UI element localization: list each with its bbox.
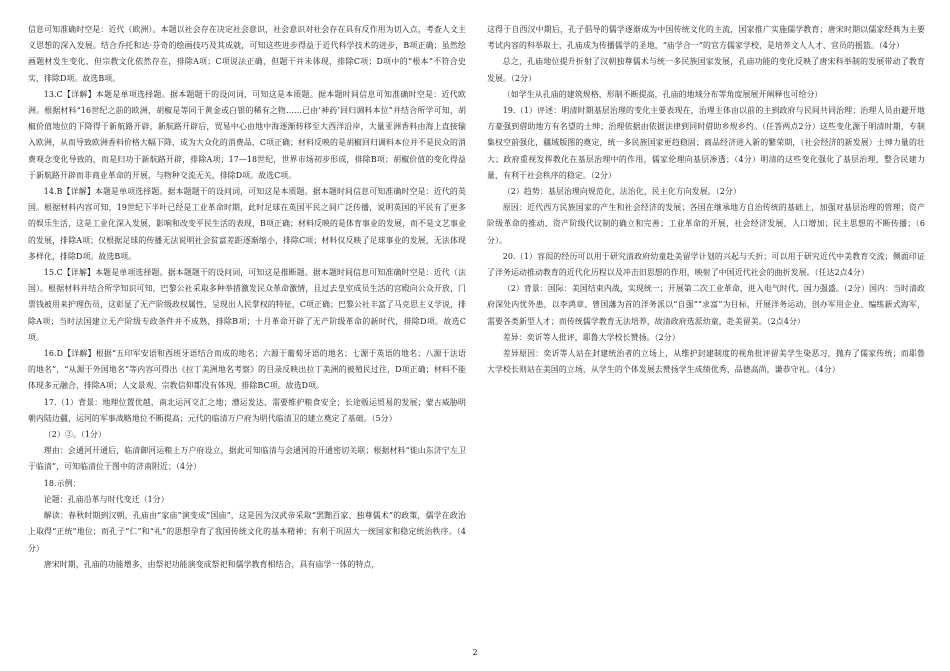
answer-paragraph: 解读：春秋时期到汉朝，孔庙由“家庙”演变成“国庙”，这是因为汉武帝采取“罢黜百家、独尊儒术”的政策，儒学在政治上取得“正统”地位；而孔子“仁”和“礼”的思想孕育了我国传统文化的基本精神；有利于巩固大一统国家和稳定统治秩序。（4分）	[28, 511, 466, 553]
answer-paragraph: 20.（1）容闳的经历可以用于研究清政府幼童赴美留学计划的兴起与夭折；可以用于研究近代中美教育交流；侧面印证了洋务运动推动教育的近代化历程以及冲击旧思想的作用，映射了中国近代社会的曲折发展。（任达2点4分）	[487, 251, 925, 278]
answer-paragraph: （如学生从孔庙的建筑规格、形制不断提高，孔庙的地域分布等角度展展开阐释也可给分）	[502, 89, 823, 99]
answer-paragraph: 差异原因：奕䜣等人站在封建统治者的立场上，从维护封建制度的视角批评留美学生染恶习，抛弃了儒家传统；而耶鲁大学校长则站在美国的立场，从学生的个体发展去赞扬学生成绩优秀、品德高尚，谦恭守礼。（4分）	[487, 349, 925, 375]
answer-paragraph: 15.C【详解】本题是单项选择题。据本题题干的设问词，可知这是推断题。据本题时间信息可知准确时空是：近代（法国）。根据材料并结合所学知识可知，巴黎公社采取多种举措激发民众革命激情，且过去皇室成员生活的宫殿向公众开放，门票钱被用来护理伤员，这彰显了无产阶级政权属性，呈现出人民掌权的特征，C项正确；巴黎公社丰富了马克思主义学说，排除A项；当时法国建立无产阶级专政条件并不成熟，排除B项；十月革命开辟了无产阶级革命的新时代，排除D项。故选C项。	[28, 268, 466, 342]
answer-paragraph: 原因：近代西方民族国家的产生和社会经济的发展；各国在继承地方自治传统的基础上，加强对基层治理的管理；资产阶级革命的推动、资产阶级代议制的确立和完善；工业革命的开展，社会经济发展，人口增加；民主思想的不断传播；（6分）。	[487, 203, 925, 245]
page-number: 2	[472, 648, 478, 657]
answer-paragraph: （2）趋势：基层治理向规范化、法治化、民主化方向发展。（2分）	[502, 187, 741, 197]
answer-paragraph: 16.D【详解】根据“五印军安语和西班牙语结合而成的地名；六源于葡萄牙语的地名；七源于英语的地名；八源于法语的地名”，“从源于外国地名”等内容可得出《拉丁美洲地名考察》的目录反映出拉丁美洲的被殖民过往，D项正确；材料不能体现多元融合，排除A项；人文景观、宗教信仰都没有体现，排除BC项。故选D项。	[28, 349, 466, 391]
answer-paragraph: 唐宋时期，孔庙的功能增多，由祭祀功能演变成祭祀和儒学教育相结合，具有庙学一体的特点，	[43, 559, 380, 569]
answer-paragraph: 13.C【详解】本题是单项选择题。据本题题干的设问词，可知这是本质题。据本题时间信息可知准确时空是：近代欧洲。根据材料“16世纪之前的欧洲，胡椒是等同于黄金或白银的稀有之物……已由‘神药’回归调料本位”并结合所学可知，胡椒价值地位的下降得于新航路开辟，新航路开辟后，贸易中心由地中海逐渐转移至大西洋沿岸，大量亚洲香料由海上直接输入欧洲，从而导致欧洲香料价格大幅下降，成为大众化的消费品，C项正确；材料反映的是胡椒回归调料本位并不是民众的消费观念变化导致的，而是归功于新航路开辟，排除A项；17—18世纪，世界市场初步形成，排除B项；胡椒价值的变化得益于新航路开辟而非商业革命的开展，与物种交流无关，排除D项。故选C项。	[28, 89, 466, 180]
answer-paragraph: （2）②。（1分）	[43, 430, 107, 440]
answer-paragraph: 理由：会通河开通后，临清御河运粮上万户府设立，据此可知临清与会通河的开通密切关联；根据材料“徙山东济宁左卫于临清”，可知临清位于图中的济南附近；（4分）	[28, 446, 466, 472]
answer-paragraph: 总之，孔庙地位提升折射了汉朝独尊儒术与统一多民族国家发展，孔庙功能的变化反映了唐宋科举制的发展带动了教育发展。（2分）	[487, 57, 925, 83]
answer-paragraph: 这得于自西汉中期后，孔子倡导的儒学逐渐成为中国传统文化的主流，国家推广实施儒学教育；唐宋时期以儒家经典为主要考试内容的科举取士，孔庙成为传播儒学的圣地，“庙学合一”的官方儒家学校，是培养文人人才、官员的摇篮。（4分）	[487, 25, 925, 51]
right-column	[487, 22, 925, 637]
answer-paragraph: 差异：奕䜣等人批评，耶鲁大学校长赞扬。（2分）	[502, 332, 680, 342]
answer-paragraph: 19.（1）评述：明清时期基层治理的变化主要表现在，治理主体由以前的主到政府与民间共同治理；治理人员由避开地方豪强到借助地方有名望的士绅；治理依据由依据法律到同时借助乡规乡约。（任答两点2分）这些变化源于明清时期，专制集权空前强化，疆域版图的奠定，统一多民族国家更趋稳固；商品经济进入新的繁荣期，（社会经济的新发展）士绅力量的壮大；政府重视发挥教化在基层治理中的作用，儒家伦理向基层渗透；（4分）明清的这些变化强化了基层治理，整合民建力量，有利于社会秩序的稳定。（2分）	[487, 106, 925, 180]
left-column	[28, 22, 466, 637]
answer-paragraph: 14.B【详解】本题是单项选择题。据本题题干的设问词，可知这是本质题。据本题时间信息可知准确时空是：近代的英国。根据材料内容可知，19世纪下半叶已经是工业革命时期，此时足球在英国平民之间广泛传播，说明英国的平民有了更多的娱乐生活，这是工业化深入发展，影响和改变平民生活的表现，B项正确；材料反映的是体育事业的发展，而不是文艺事业的发展，排除A项；仅根据足球的传播无法说明社会贫富差距逐渐缩小，排除C项；材料仅反映了足球事业的发展，无法体现多样化，排除D项。故选B项。	[28, 187, 466, 261]
answer-paragraph: 论题：孔庙沿革与时代变迁（1分）	[43, 494, 169, 504]
answer-paragraph: 17.（1）背景：地理位置优越，南北运河交汇之地；漕运发达，需要维护粮食安全；长途贩运贸易的发展；蒙古威胁明朝内陆边疆，运河的军事战略地位不断提高；元代的临清万户府为明代临清卫的建立奠定了基础。（5分）	[28, 397, 466, 423]
answer-paragraph: 18.示例：	[43, 478, 81, 488]
answer-paragraph: 信息可知准确时空是：近代（欧洲）。本题以社会存在决定社会意识，社会意识对社会存在具有反作用为切入点，考查人文主义思想的深入发展。结合乔托和达·芬奇的绘画技巧及其成就，可知这些进步得益于近代科学技术的进步，B项正确；虽然绘画题材发生变化，但宗教文化依然存在，排除A项；C项说法正确，但题干并未体现，排除C项；D项中的“根本”不符合史实，排除D项。故选B项。	[28, 25, 466, 83]
answer-paragraph: （2）背景：国际：美国结束内战，实现统一；开展第二次工业革命，进入电气时代，国力强盛。（2分）国内：当时清政府深处内忧外患，以李鸿章、曾国藩为首的洋务派以“自强”“求富”为目标，开展洋务运动，创办军用企业、编练新式海军，需要各类新型人才；而传统儒学教育无法培养，故清政府选派幼童，赴美留美。（2点4分）	[487, 284, 925, 326]
